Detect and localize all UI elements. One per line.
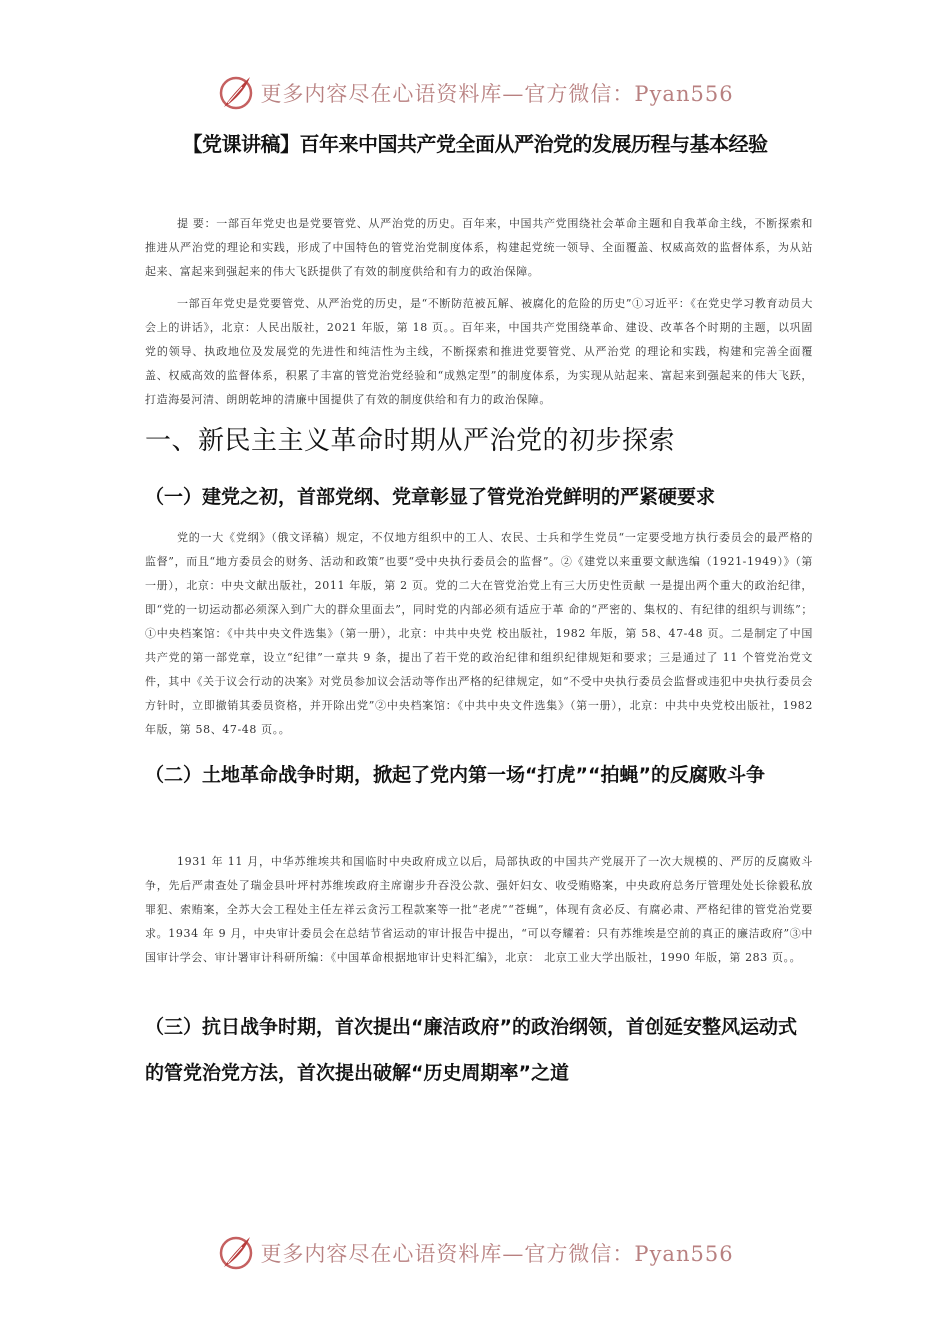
subsection-heading-2: （二）土地革命战争时期，掀起了党内第一场“打虎”“拍蝇”的反腐败斗争 <box>145 764 765 786</box>
subsection-heading-3: （三）抗日战争时期，首次提出“廉洁政府”的政治纲领，首创延安整风运动式的管党治党方法，首次提出破解“历史周期率”之道 <box>145 1016 797 1084</box>
quill-pen-logo-icon <box>216 73 256 113</box>
abstract-paragraph: 提 要：一部百年党史也是党要管党、从严治党的历史。百年来，中国共产党围绕社会革命主题和自我革命主线，不断探索和推进从严治党的理论和实践，形成了中国特色的管党治党制度体系，构建起党统一领导、全面覆盖、权威高效的监督体系，为从站起来、富起来到强起来的伟大飞跃提供了有效的制度供给和有力的政治保障。 <box>145 217 813 278</box>
watermark-banner-top <box>0 71 950 115</box>
document-title: 【党课讲稿】百年来中国共产党全面从严治党的发展历程与基本经验 <box>182 132 768 156</box>
intro-paragraph: 一部百年党史是党要管党、从严治党的历史，是“不断防范被瓦解、被腐化的危险的历史”①习近平：《在党史学习教育动员大会上的讲话》，北京：人民出版社，2021 年版，第 18 页。。百年来，中国共产党围绕革命、建设、改革各个时期的主题，以巩固党的领导、执政地位及发展党的先进性和纯洁性为主线，不断探索和推进党要管党、从严治党 的理论和实践，构建和完善全面覆盖、权威高效的监督体系，积累了丰富的管党治党经验和“成熟定型”的制度体系，为实现从站起来、富起来到强起来的伟大飞跃，打造海晏河清、朗朗乾坤的清廉中国提供了有效的制度供给和有力的政治保障。 <box>145 297 813 406</box>
watermark-banner-bottom <box>0 1231 950 1275</box>
subsection-body-1: 党的一大《党纲》（俄文译稿）规定，不仅地方组织中的工人、农民、士兵和学生党员“一定要受地方执行委员会的最严格的监督”，而且“地方委员会的财务、活动和政策”也要“受中央执行委员会的监督”。②《建党以来重要文献选编（1921-1949）》（第一册），北京：中央文献出版社，2011 年版，第 2 页。党的二大在管党治党上有三大历史性贡献 一是提出两个重大的政治纪律，即“党的一切运动都必须深入到广大的群众里面去”，同时党的内部必须有适应于革 命的“严密的、集权的、有纪律的组织与训练”；①中央档案馆：《中共中央文件选集》（第一册），北京：中共中央党 校出版社，1982 年版，第 58、47-48 页。二是制定了中国共产党的第一部党章，设立“纪律”一章共 9 条，提出了若干党的政治纪律和组织纪律规矩和要求；三是通过了 11 个管党治党文件，其中《关于议会行动的决案》对党员参加议会活动等作出严格的纪律规定，如“不受中央执行委员会监督或违犯中央执行委员会方针时，立即撤销其委员资格，并开除出党”②中央档案馆：《中共中央文件选集》（第一册），北京：中共中央党校出版社，1982 年版，第 58、47-48 页。。 <box>145 531 813 736</box>
section-heading: 一、新民主主义革命时期从严治党的初步探索 <box>145 426 676 456</box>
watermark-text: 更多内容尽在心语资料库—官方微信：Pyan556 <box>260 82 734 106</box>
subsection-body-2: 1931 年 11 月，中华苏维埃共和国临时中央政府成立以后，局部执政的中国共产党展开了一次大规模的、严厉的反腐败斗争，先后严肃查处了瑞金县叶坪村苏维埃政府主席谢步升吞没公款、强奸妇女、收受贿赂案，中央政府总务厅管理处处长徐毅私放罪犯、索贿案，全苏大会工程处主任左祥云贪污工程款案等一批“老虎”“苍蝇”，体现有贪必反、有腐必肃、严格纪律的管党治党要求。1934 年 9 月，中央审计委员会在总结节省运动的审计报告中提出，“可以夸耀着：只有苏维埃是空前的真正的廉洁政府”③中国审计学会、审计署审计科研所编：《中国革命根据地审计史料汇编》，北京： 北京工业大学出版社，1990 年版，第 283 页。。 <box>145 855 813 964</box>
watermark-text: 更多内容尽在心语资料库—官方微信：Pyan556 <box>260 1242 734 1266</box>
subsection-heading-1: （一）建党之初，首部党纲、党章彰显了管党治党鲜明的严紧硬要求 <box>145 486 716 508</box>
quill-pen-logo-icon <box>216 1233 256 1273</box>
